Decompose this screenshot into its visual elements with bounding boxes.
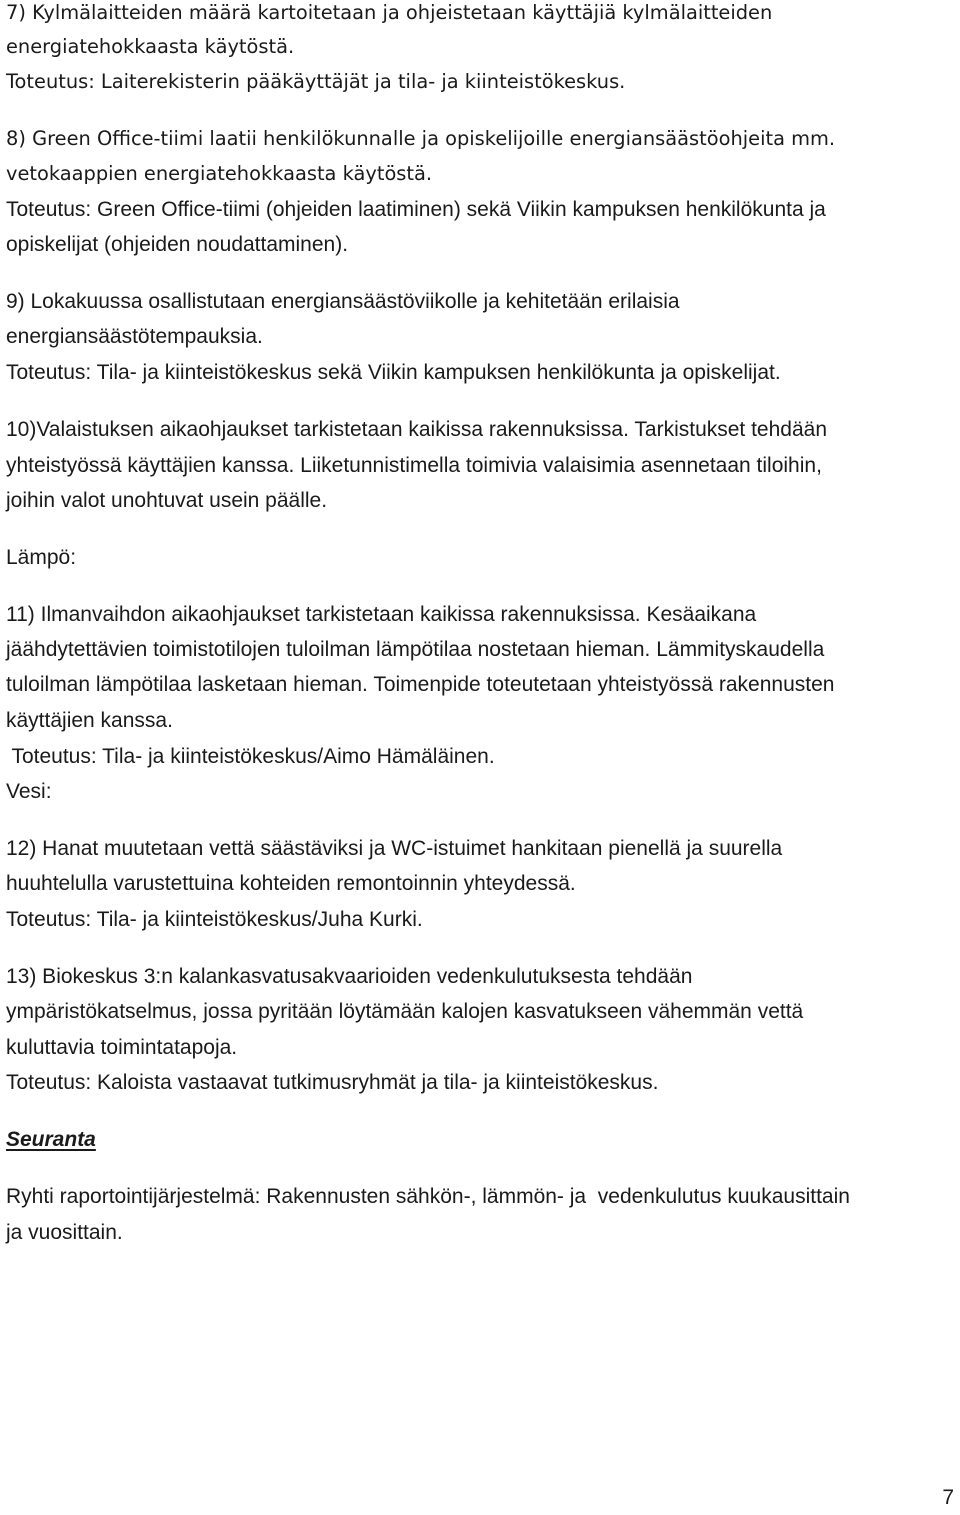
ryhti-line-2: ja vuosittain. [6, 1221, 123, 1244]
item-7-line-1: 7) Kylmälaitteiden määrä kartoitetaan ja ohjeistetaan käyttäjiä kylmälaitteiden [6, 1, 773, 24]
item-8-line-2: vetokaappien energiatehokkaasta käytöstä. [6, 162, 433, 185]
item-8-line-1: 8) Green Office-tiimi laatii henkilökunnalle ja opiskelijoille energiansäästöohjeita mm. [6, 127, 836, 150]
item-12-line-2: huuhtelulla varustettuina kohteiden remontoinnin yhteydessä. [6, 872, 576, 895]
item-13-line-3: kuluttavia toimintatapoja. [6, 1036, 238, 1059]
item-11-line-2: jäähdytettävien toimistotilojen tuloilman lämpötilaa nostetaan hieman. Lämmityskaudella [6, 638, 825, 661]
item-13-line-1: 13) Biokeskus 3:n kalankasvatusakvaarioiden vedenkulutuksesta tehdään [6, 965, 693, 988]
item-13-toteutus: Toteutus: Kaloista vastaavat tutkimusryhmät ja tila- ja kiinteistökeskus. [6, 1071, 659, 1094]
item-7-toteutus: Toteutus: Laiterekisterin pääkäyttäjät ja tila- ja kiinteistökeskus. [6, 70, 626, 93]
section-heading-lampo: Lämpö: [6, 546, 77, 569]
item-13-line-2: ympäristökatselmus, jossa pyritään löytämään kalojen kasvatukseen vähemmän vettä [6, 1000, 804, 1023]
ryhti-line-1: Ryhti raportointijärjestelmä: Rakennusten sähkön-, lämmön- ja vedenkulutus kuukausittain [6, 1185, 850, 1208]
item-11-toteutus: Toteutus: Tila- ja kiinteistökeskus/Aimo Hämäläinen. [6, 745, 495, 768]
section-heading-seuranta: Seuranta [6, 1128, 96, 1151]
item-7-line-2: energiatehokkaasta käytöstä. [6, 35, 295, 58]
item-8-toteutus-line-2: opiskelijat (ohjeiden noudattaminen). [6, 233, 349, 256]
item-8-toteutus-line-1: Toteutus: Green Office-tiimi (ohjeiden laatiminen) sekä Viikin kampuksen henkilökunta ja [6, 198, 826, 221]
item-11-line-4: käyttäjien kanssa. [6, 709, 173, 732]
item-12-toteutus: Toteutus: Tila- ja kiinteistökeskus/Juha Kurki. [6, 908, 423, 931]
page-number: 7 [942, 1486, 954, 1509]
item-9-toteutus: Toteutus: Tila- ja kiinteistökeskus sekä Viikin kampuksen henkilökunta ja opiskelijat. [6, 361, 781, 384]
item-9-line-1: 9) Lokakuussa osallistutaan energiansäästöviikolle ja kehitetään erilaisia [6, 290, 680, 313]
item-11-line-1: 11) Ilmanvaihdon aikaohjaukset tarkistetaan kaikissa rakennuksissa. Kesäaikana [6, 603, 757, 626]
item-12-line-1: 12) Hanat muutetaan vettä säästäviksi ja WC-istuimet hankitaan pienellä ja suurella [6, 837, 783, 860]
item-10-line-2: yhteistyössä käyttäjien kanssa. Liiketunnistimella toimivia valaisimia asennetaan tiloihin, [6, 454, 822, 477]
item-11-line-3: tuloilman lämpötilaa lasketaan hieman. Toimenpide toteutetaan yhteistyössä rakennusten [6, 673, 835, 696]
item-10-line-3: joihin valot unohtuvat usein päälle. [6, 489, 328, 512]
item-9-line-2: energiansäästötempauksia. [6, 325, 263, 348]
section-heading-vesi: Vesi: [6, 780, 52, 803]
item-10-line-1: 10)Valaistuksen aikaohjaukset tarkistetaan kaikissa rakennuksissa. Tarkistukset tehdään [6, 418, 827, 441]
